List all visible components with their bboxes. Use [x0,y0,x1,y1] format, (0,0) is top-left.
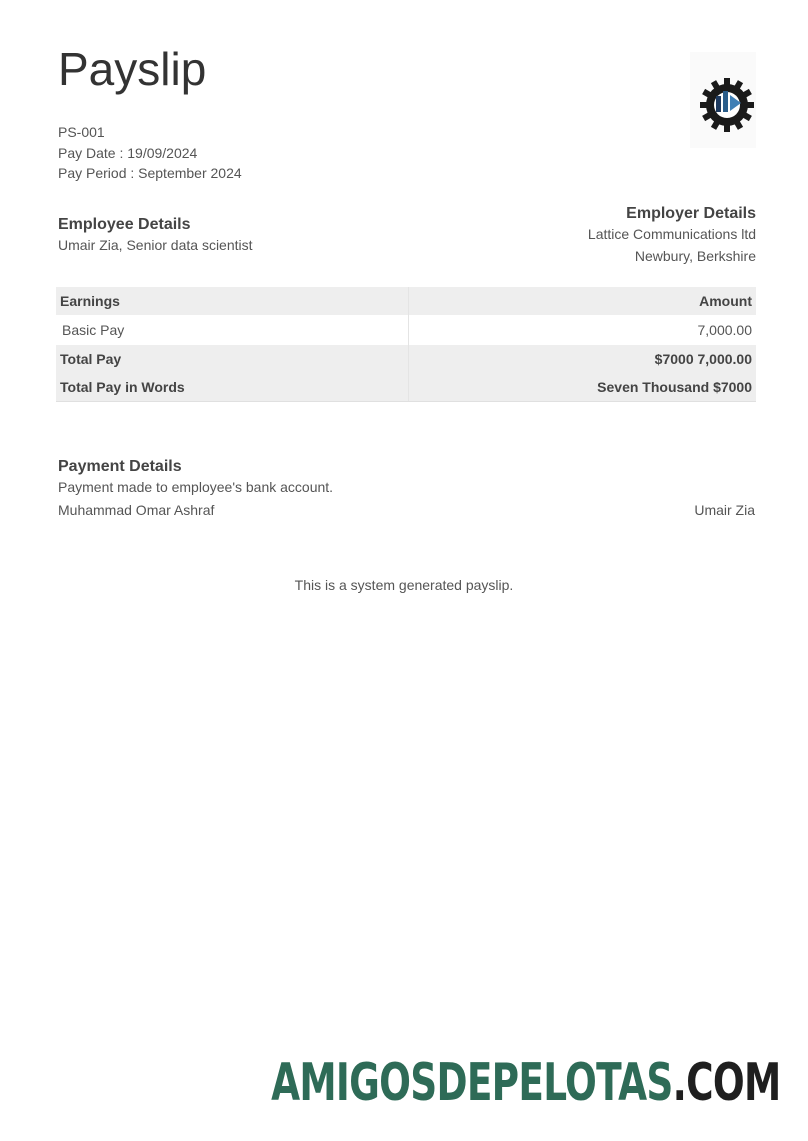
employer-name: Lattice Communications ltd [587,226,756,242]
total-pay-label: Total Pay [56,345,409,373]
payment-details [58,458,755,518]
total-pay-words-label: Total Pay in Words [56,373,409,402]
employer-location: Newbury, Berkshire [634,247,756,264]
earning-amount: 7,000.00 [409,315,757,345]
employee-name-title: Umair Zia, Senior data scientist [58,237,253,253]
footer-note: This is a system generated payslip. [294,577,514,593]
total-pay-value: $7000 7,000.00 [409,345,757,373]
pay-date: Pay Date : 19/09/2024 [58,144,198,161]
watermark [270,1053,780,1113]
employee-details [58,216,253,253]
employee-details-heading: Employee Details [58,216,191,233]
employer-details-heading: Employer Details [626,205,756,222]
payment-note: Payment made to employee's bank account. [58,479,334,495]
total-pay-words-row [56,373,756,402]
total-pay-words-value: Seven Thousand $7000 [409,373,757,402]
signatory-right: Umair Zia [694,502,755,518]
company-logo [690,52,756,148]
payment-details-heading: Payment Details [58,458,182,475]
table-row [56,315,756,345]
page-title: Payslip [58,43,207,95]
gear-chart-logo-icon [690,52,756,148]
signatories-row [58,502,755,518]
slip-number: PS-001 [58,124,105,140]
signatory-left: Muhammad Omar Ashraf [58,502,215,518]
earnings-column-header: Earnings [56,287,409,315]
earnings-header-row [56,287,756,315]
total-pay-row [56,345,756,373]
earning-label: Basic Pay [56,315,409,345]
watermark-main: AMIGOSDEPELOTAS [270,1053,673,1113]
watermark-suffix: .COM [672,1053,780,1113]
employer-details [588,205,756,266]
amount-column-header: Amount [409,287,757,315]
pay-period: Pay Period : September 2024 [58,165,242,181]
earnings-table [56,287,756,402]
payslip-meta [58,122,242,184]
